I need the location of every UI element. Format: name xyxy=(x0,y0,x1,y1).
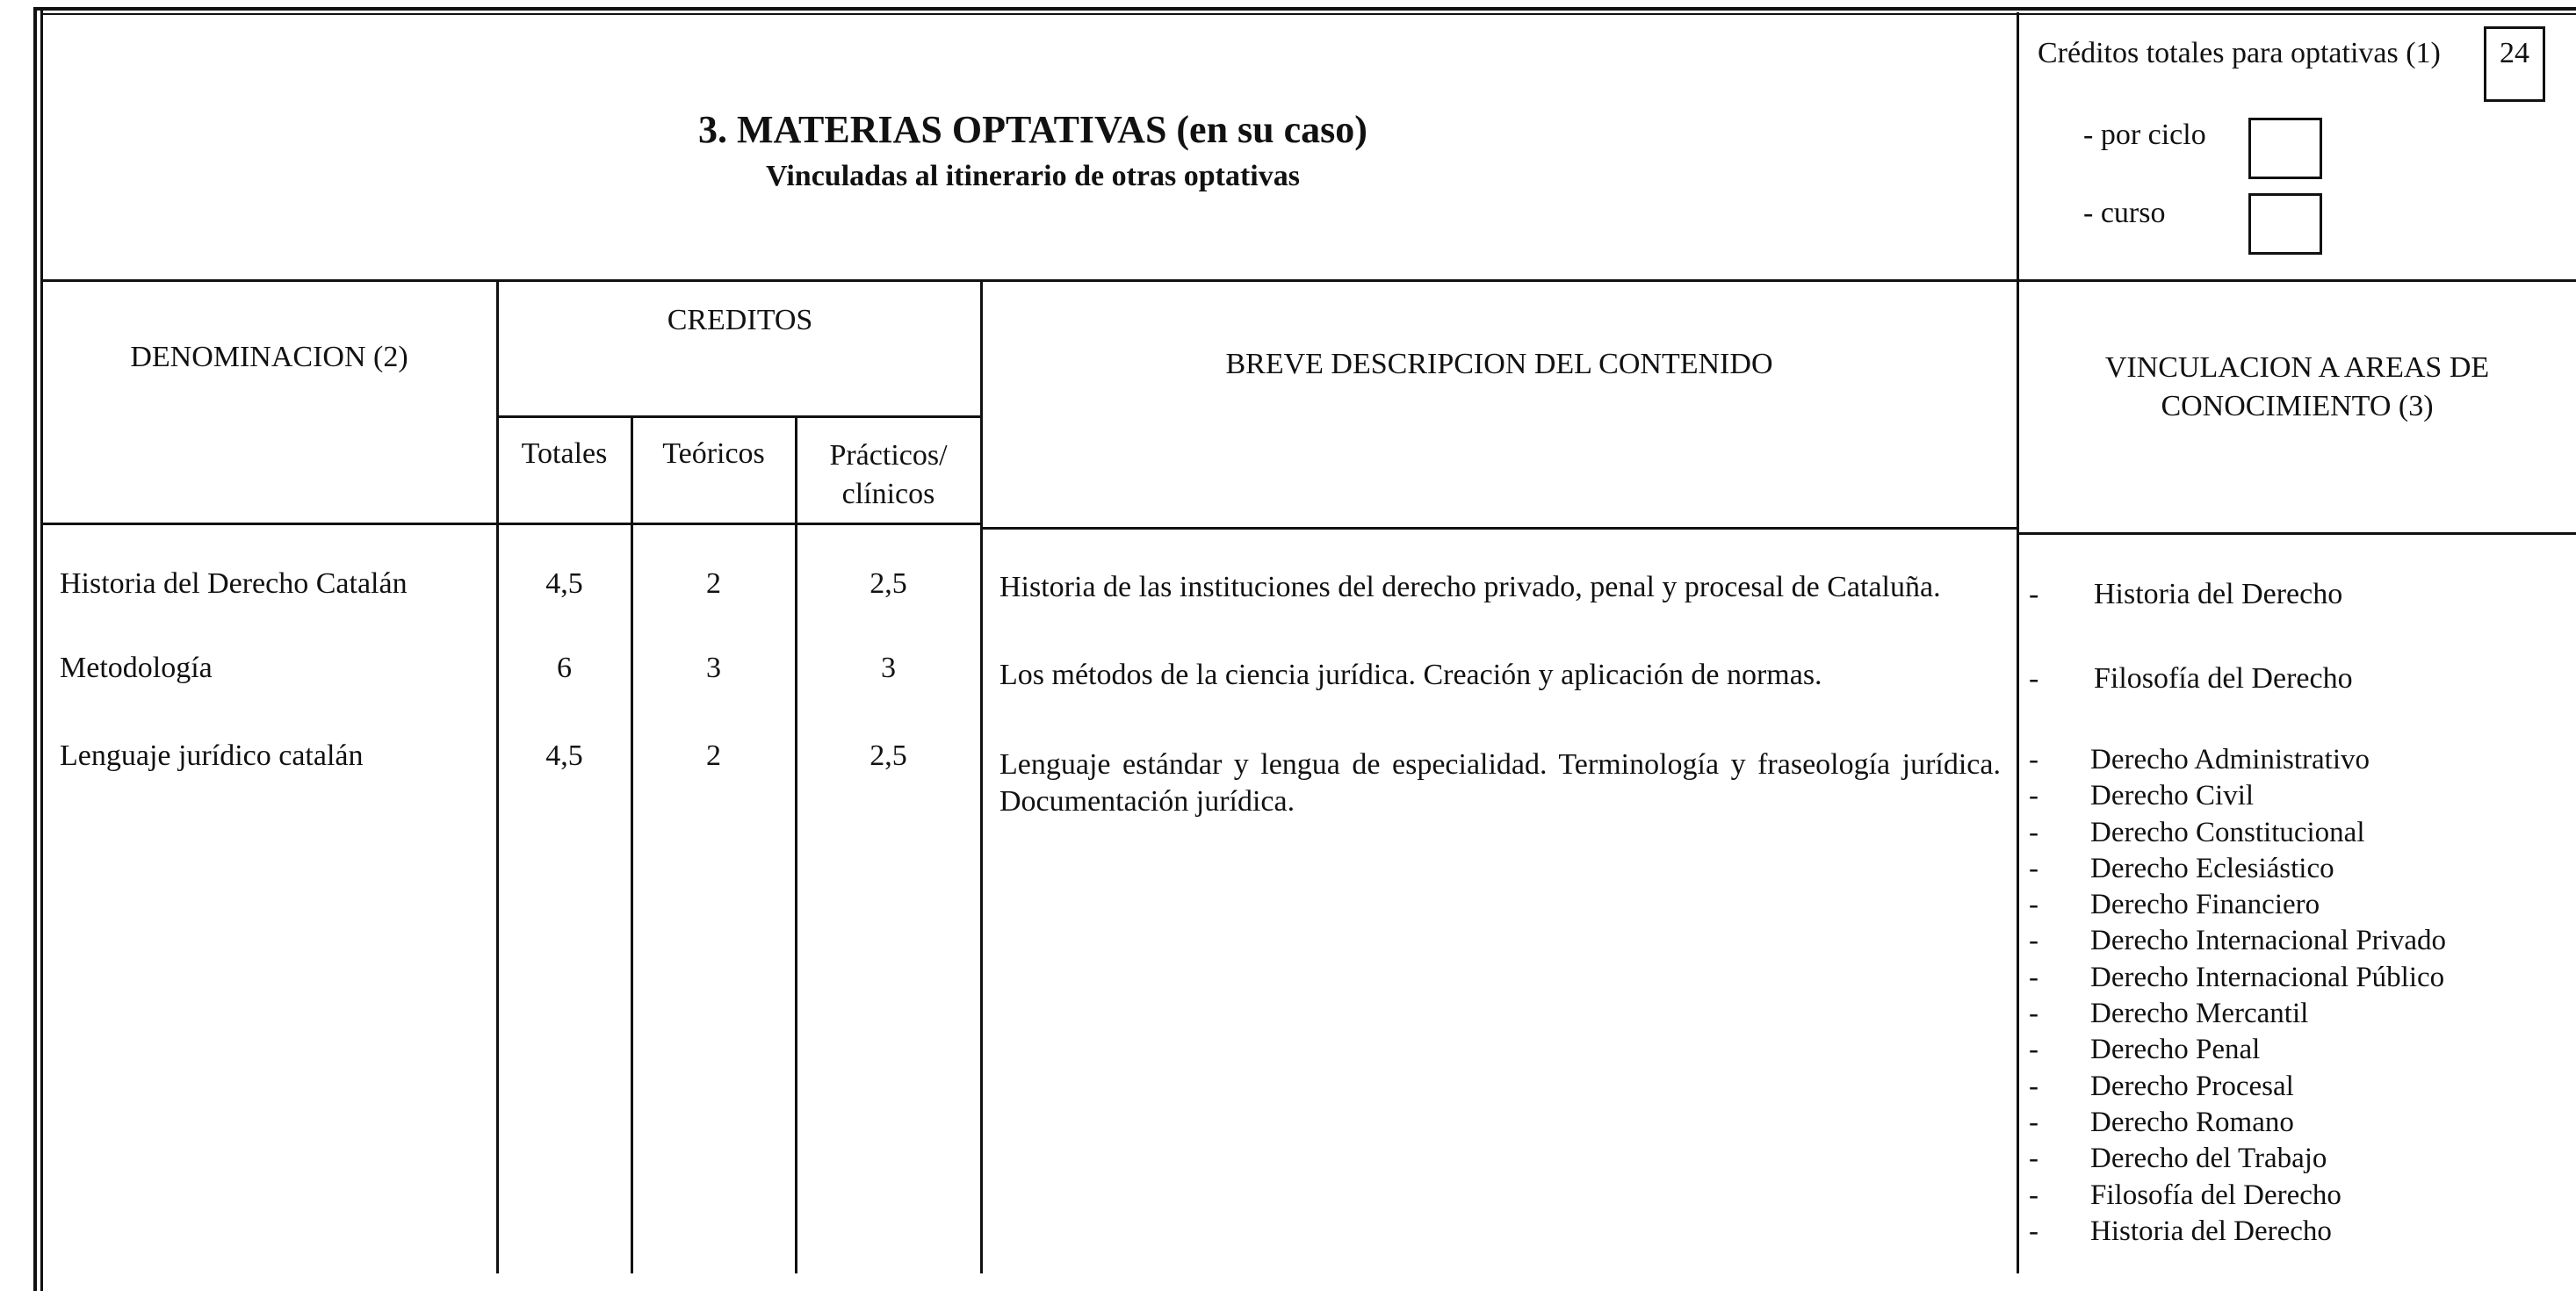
row-2-totales: 6 xyxy=(557,652,572,684)
outer-top-border xyxy=(33,7,2576,11)
col-header-denominacion: DENOMINACION (2) xyxy=(130,341,408,373)
row-3-practicos: 2,5 xyxy=(869,739,907,772)
col-header-teoricos: Teóricos xyxy=(662,437,765,470)
credits-total-value: 24 xyxy=(2500,37,2529,69)
col-line-3 xyxy=(795,417,797,1273)
dash-mark: - xyxy=(2029,925,2038,957)
curso-label: - curso xyxy=(2083,197,2166,229)
dash-mark: - xyxy=(2029,998,2038,1030)
row-2-area: Filosofía del Derecho xyxy=(2094,662,2353,695)
outer-top-border-inner xyxy=(40,13,2576,15)
row-3-totales: 4,5 xyxy=(545,739,583,772)
col-header-totales: Totales xyxy=(521,437,608,470)
col-header-creditos: CREDITOS xyxy=(667,304,813,336)
area-label: Derecho Civil xyxy=(2090,780,2255,812)
row-3-teoricos: 2 xyxy=(706,739,721,772)
col-header-practicos-1: Prácticos/ xyxy=(829,439,948,472)
area-item xyxy=(2029,923,2446,959)
credits-total-label: Créditos totales para optativas (1) xyxy=(2038,37,2441,69)
dash-mark: - xyxy=(2029,889,2038,921)
area-label: Derecho Mercantil xyxy=(2090,998,2309,1030)
col-header-practicos-2: clínicos xyxy=(841,478,935,510)
col-header-vinculacion-1: VINCULACION A AREAS DE xyxy=(2104,351,2490,384)
column-header-divider-right xyxy=(980,527,2017,530)
row-1-area: Historia del Derecho xyxy=(2094,578,2343,610)
area-item xyxy=(2029,1178,2446,1214)
area-item xyxy=(2029,1214,2446,1250)
outer-left-border-inner xyxy=(40,7,43,1291)
area-label: Historia del Derecho xyxy=(2090,1215,2332,1247)
area-item xyxy=(2029,778,2446,814)
row-1-practicos: 2,5 xyxy=(869,567,907,600)
dash-mark: - xyxy=(2029,1106,2038,1138)
column-header-divider xyxy=(40,523,980,525)
row-1-totales: 4,5 xyxy=(545,567,583,600)
dash-mark: - xyxy=(2029,780,2038,812)
dash-mark: - xyxy=(2029,1143,2038,1175)
area-label: Derecho Internacional Público xyxy=(2090,961,2445,993)
area-item xyxy=(2029,742,2446,778)
dash-mark: - xyxy=(2029,852,2038,884)
area-label: Derecho Penal xyxy=(2090,1034,2261,1066)
area-item xyxy=(2029,1141,2446,1177)
area-label: Derecho Constitucional xyxy=(2090,816,2365,848)
page-title: 3. MATERIAS OPTATIVAS (en su caso) xyxy=(698,108,1367,151)
dash-mark: - xyxy=(2029,816,2038,848)
area-label: Derecho Internacional Privado xyxy=(2090,925,2446,957)
area-item xyxy=(2029,1032,2446,1068)
outer-left-border xyxy=(33,7,37,1291)
area-item xyxy=(2029,960,2446,996)
area-item xyxy=(2029,1069,2446,1105)
dash-mark: - xyxy=(2029,744,2038,775)
row-2-area-dash: - xyxy=(2029,662,2039,695)
area-label: Derecho Procesal xyxy=(2090,1070,2294,1102)
area-label: Derecho Administrativo xyxy=(2090,744,2370,775)
area-item xyxy=(2029,851,2446,887)
dash-mark: - xyxy=(2029,1179,2038,1211)
row-1-descripcion: Historia de las instituciones del derecho privado, penal y procesal de Cataluña. xyxy=(999,571,1941,603)
header-divider xyxy=(40,279,2576,282)
col-header-descripcion: BREVE DESCRIPCION DEL CONTENIDO xyxy=(1225,348,1773,380)
row-3-denominacion: Lenguaje jurídico catalán xyxy=(60,739,364,772)
col-header-vinculacion-2: CONOCIMIENTO (3) xyxy=(2161,390,2434,422)
row-3-area-list xyxy=(2029,742,2446,1250)
col-line-4 xyxy=(980,281,983,1273)
dash-mark: - xyxy=(2029,1215,2038,1247)
creditos-subheader-divider xyxy=(498,415,982,418)
area-label: Derecho del Trabajo xyxy=(2090,1143,2327,1175)
curso-box xyxy=(2248,193,2322,255)
area-item xyxy=(2029,887,2446,923)
row-1-area-dash: - xyxy=(2029,578,2039,610)
area-label: Derecho Romano xyxy=(2090,1106,2294,1138)
row-2-practicos: 3 xyxy=(881,652,896,684)
por-ciclo-box xyxy=(2248,118,2322,179)
col-line-1 xyxy=(496,281,499,1273)
area-label: Filosofía del Derecho xyxy=(2090,1179,2341,1211)
page-subtitle: Vinculadas al itinerario de otras optativas xyxy=(766,160,1300,192)
area-item xyxy=(2029,815,2446,851)
area-item xyxy=(2029,1105,2446,1141)
area-label: Derecho Financiero xyxy=(2090,889,2320,921)
por-ciclo-label: - por ciclo xyxy=(2083,119,2206,151)
row-2-denominacion: Metodología xyxy=(60,652,213,684)
dash-mark: - xyxy=(2029,961,2038,993)
row-1-denominacion: Historia del Derecho Catalán xyxy=(60,567,408,600)
row-3-descripcion: Lenguaje estándar y lengua de especialidad. Terminología y fraseología jurídica. Documentación jurídica. xyxy=(999,748,2001,818)
dash-mark: - xyxy=(2029,1034,2038,1066)
row-2-teoricos: 3 xyxy=(706,652,721,684)
col-line-5 xyxy=(2017,12,2019,1273)
area-item xyxy=(2029,996,2446,1032)
dash-mark: - xyxy=(2029,1070,2038,1102)
row-2-descripcion: Los métodos de la ciencia jurídica. Creación y aplicación de normas. xyxy=(999,659,1822,691)
row-1-teoricos: 2 xyxy=(706,567,721,600)
area-label: Derecho Eclesiástico xyxy=(2090,852,2334,884)
column-header-divider-far-right xyxy=(2017,532,2576,535)
col-line-2 xyxy=(631,417,633,1273)
